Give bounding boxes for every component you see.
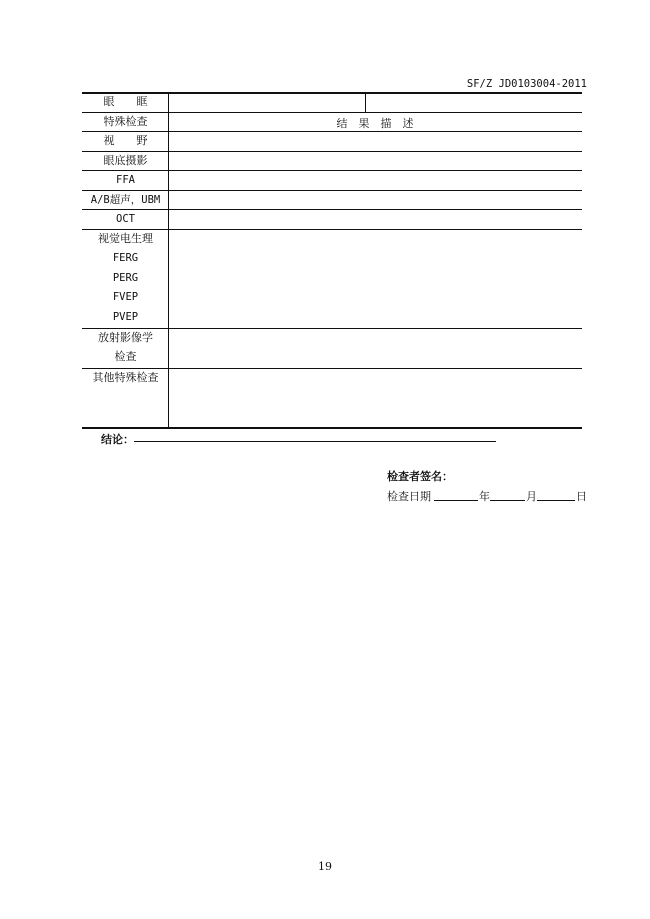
month-label: 月 xyxy=(526,490,537,503)
year-label: 年 xyxy=(479,490,490,503)
document-code: SF/Z JD0103004-2011 xyxy=(466,78,587,90)
conclusion-label: 结论： xyxy=(101,433,134,446)
sub-label-pvep: PVEP xyxy=(112,311,139,323)
day-label: 日 xyxy=(576,490,587,503)
year-blank-line[interactable] xyxy=(434,500,478,501)
examiner-signature-label: 检查者签名： xyxy=(387,470,453,483)
row-label-radiology-2: 检查 xyxy=(114,350,137,363)
row-divider xyxy=(82,190,582,191)
column-divider-orbit xyxy=(365,92,366,112)
row-label-oct: OCT xyxy=(116,213,135,225)
row-label-orbit: 眼 眶 xyxy=(103,95,148,108)
row-divider xyxy=(82,112,582,113)
day-blank-line[interactable] xyxy=(537,500,575,501)
row-divider xyxy=(82,368,582,369)
sub-label-fvep: FVEP xyxy=(112,291,139,303)
row-divider xyxy=(82,229,582,230)
row-label-fundus-photo: 眼底摄影 xyxy=(103,154,148,167)
row-divider xyxy=(82,131,582,132)
row-label-electrophysiology: 视觉电生理 xyxy=(98,232,153,245)
page-number: 19 xyxy=(318,860,332,873)
row-label-ultrasound-ubm: A/B超声，UBM xyxy=(90,194,161,206)
row-divider xyxy=(82,151,582,152)
row-label-ffa: FFA xyxy=(116,174,135,186)
sub-label-ferg: FERG xyxy=(112,252,139,264)
exam-date-label: 检查日期 xyxy=(387,490,431,503)
sub-label-perg: PERG xyxy=(112,272,139,284)
row-label-radiology-1: 放射影像学 xyxy=(98,331,153,344)
table-bottom-border xyxy=(82,427,582,429)
month-blank-line[interactable] xyxy=(490,500,525,501)
row-divider xyxy=(82,209,582,210)
row-label-special-exam: 特殊检查 xyxy=(103,115,148,128)
row-divider xyxy=(82,170,582,171)
conclusion-blank-line[interactable] xyxy=(134,441,496,442)
table-top-border xyxy=(82,92,582,94)
row-label-other-special: 其他特殊检查 xyxy=(92,371,159,384)
row-divider xyxy=(82,328,582,329)
result-description-header: 结 果 描 述 xyxy=(336,117,414,130)
row-label-visual-field: 视 野 xyxy=(103,134,148,147)
